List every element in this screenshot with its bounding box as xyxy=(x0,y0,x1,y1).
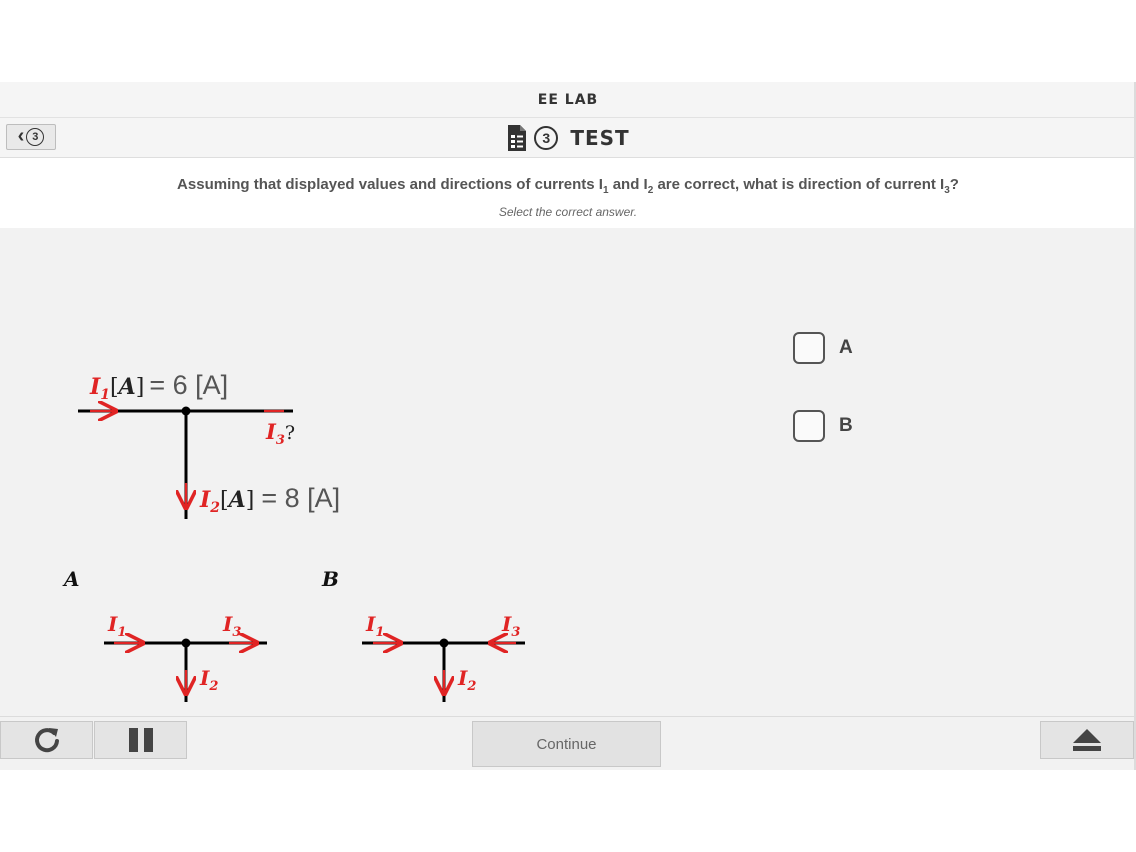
i2-label: I2[A] = 8 [A] xyxy=(200,483,341,516)
content-area xyxy=(0,228,1136,716)
option-b-diagram xyxy=(321,567,525,702)
test-document-icon xyxy=(506,124,528,152)
title-bar xyxy=(0,118,1136,158)
checkbox-b[interactable] xyxy=(793,410,825,442)
option-a-letter: A xyxy=(64,567,80,591)
page-title: TEST xyxy=(570,126,630,150)
restart-button[interactable] xyxy=(0,721,93,759)
checkbox-a[interactable] xyxy=(793,332,825,364)
pause-button[interactable] xyxy=(94,721,187,759)
option-b-letter: B xyxy=(322,567,339,591)
answer-label-b: B xyxy=(839,415,853,436)
circuit-diagram xyxy=(0,228,620,716)
pause-icon xyxy=(126,725,156,755)
option-a-i3-label: $I_3$ xyxy=(223,612,242,640)
app-frame xyxy=(0,82,1136,770)
answer-option-a[interactable] xyxy=(793,332,853,364)
back-step-badge: 3 xyxy=(26,128,44,146)
option-a-diagram xyxy=(62,567,267,702)
bottom-toolbar xyxy=(0,716,1136,770)
option-b-i2-label: $I_2$ xyxy=(458,666,477,694)
continue-button[interactable]: Continue xyxy=(472,721,661,767)
i1-label: I1[A] = 6 [A] xyxy=(90,370,229,403)
eject-icon xyxy=(1072,727,1102,753)
i3-label: $I_3$? xyxy=(266,419,296,448)
option-b-i3-label: $I_3$ xyxy=(502,612,521,640)
answer-option-b[interactable] xyxy=(793,410,853,442)
instruction-text: Select the correct answer. xyxy=(498,205,638,219)
title-group xyxy=(0,118,1136,158)
option-b-i1-label: $I_1$ xyxy=(366,612,385,640)
main-junction xyxy=(78,370,340,519)
step-number-badge: 3 xyxy=(534,126,558,150)
chevron-left-icon: ‹ xyxy=(17,125,25,147)
question-band xyxy=(0,158,1136,228)
eject-button[interactable] xyxy=(1040,721,1134,759)
option-a-i1-label: $I_1$ xyxy=(108,612,127,640)
restart-icon xyxy=(32,725,62,755)
brand-logo: EE LAB xyxy=(537,91,599,108)
answer-label-a: A xyxy=(839,337,853,358)
question-text: Assuming that displayed values and directions of currents $I_1$ and $I_2$ are correct, what is direction of current $I_3$? xyxy=(177,176,959,196)
option-a-i2-label: $I_2$ xyxy=(200,666,219,694)
brand-bar xyxy=(0,82,1136,118)
